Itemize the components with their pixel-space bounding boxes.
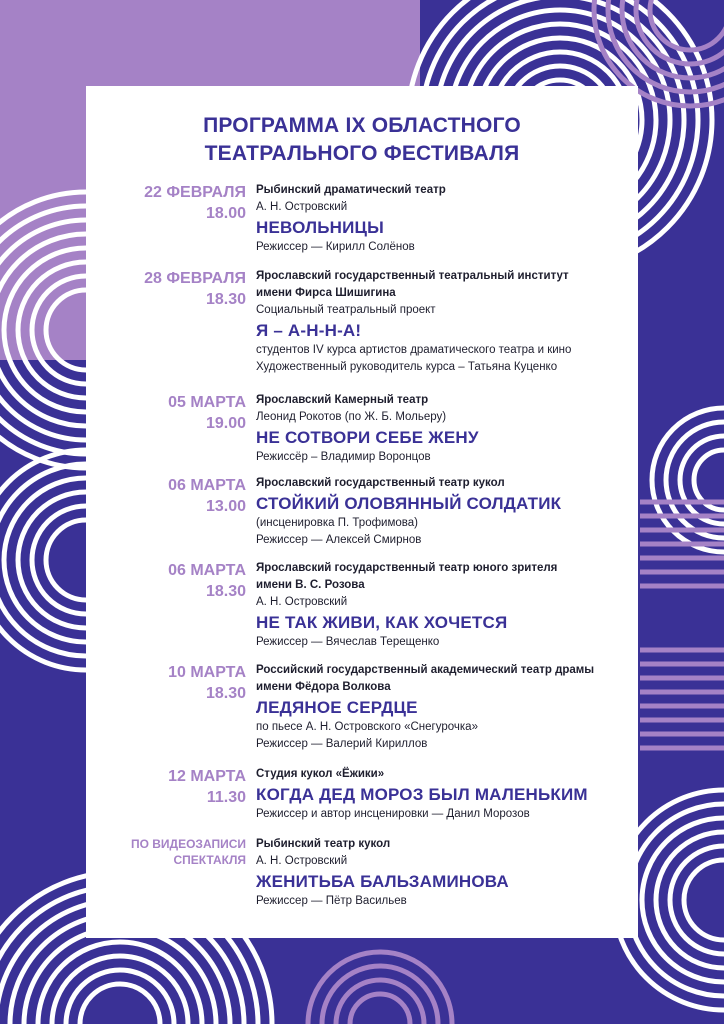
event-author: Леонид Рокотов (по Ж. Б. Мольеру) [256,411,447,423]
event-venue: Ярославский государственный театральный институт [256,270,569,282]
event-time: 13.00 [205,498,246,515]
event-info [256,662,636,753]
event-director: Режиссер — Валерий Кириллов [256,738,428,750]
event-date [86,766,246,808]
event-date-day: 12 МАРТА [168,768,246,785]
event-date [86,268,246,310]
event-note: по пьесе А. Н. Островского «Снегурочка» [256,721,478,733]
event-venue-line-2: имени В. С. Розова [256,579,365,591]
event-play-title: НЕ СОТВОРИ СЕБЕ ЖЕНУ [256,428,479,447]
event-date [86,662,246,704]
event-play-title: Я – А-Н-Н-А! [256,321,362,340]
event-date-day: 06 МАРТА [168,477,246,494]
event-date-day: 10 МАРТА [168,664,246,681]
event-info [256,182,636,256]
event-time: 11.30 [206,789,246,806]
event-director: Режиссёр – Владимир Воронцов [256,451,431,463]
event-play-title: СТОЙКИЙ ОЛОВЯННЫЙ СОЛДАТИК [256,494,562,513]
event-director: Режиссер — Вячеслав Терещенко [256,636,440,648]
event-date-day: 05 МАРТА [168,394,246,411]
event-date-day: 06 МАРТА [168,562,246,579]
program-card [86,86,638,938]
event-author: А. Н. Островский [256,855,348,867]
event-venue: Ярославский Камерный театр [256,394,429,406]
event-author: А. Н. Островский [256,596,348,608]
event-play-title: КОГДА ДЕД МОРОЗ БЫЛ МАЛЕНЬКИМ [256,785,588,804]
event-info [256,836,636,910]
event-project: Социальный театральный проект [256,304,436,316]
event-info [256,392,636,466]
event-play-title: ЛЕДЯНОЕ СЕРДЦЕ [256,698,418,717]
event-date [86,182,246,224]
event-info [256,766,636,823]
event-director: Режиссер — Кирилл Солёнов [256,241,415,253]
event-info [256,268,636,376]
event-director: Режиссер и автор инсценировки — Данил Морозов [256,808,530,820]
event-info [256,475,636,549]
event-venue: Ярославский государственный театр кукол [256,477,505,489]
event-time: СПЕКТАКЛЯ [173,853,246,867]
event-date-day: 28 ФЕВРАЛЯ [144,270,246,287]
event-date-day: ПО ВИДЕОЗАПИСИ [130,837,246,851]
event-venue: Ярославский государственный театр юного зрителя [256,562,558,574]
event-play-title: НЕ ТАК ЖИВИ, КАК ХОЧЕТСЯ [256,613,508,632]
event-date [86,836,246,868]
title-line-2: ТЕАТРАЛЬНОГО ФЕСТИВАЛЯ [204,142,520,165]
event-venue: Рыбинский драматический театр [256,184,446,196]
event-date [86,560,246,602]
event-play-title: ЖЕНИТЬБА БАЛЬЗАМИНОВА [256,872,509,891]
event-director: Режиссер — Алексей Смирнов [256,534,422,546]
event-note: студентов IV курса артистов драматического театра и кино [256,344,572,356]
event-director: Режиссер — Пётр Васильев [256,895,407,907]
title-line-1: ПРОГРАММА IX ОБЛАСТНОГО [203,114,521,137]
event-note: (инсценировка П. Трофимова) [256,517,418,529]
event-venue-line-2: имени Фёдора Волкова [256,681,391,693]
event-venue: Студия кукол «Ёжики» [256,768,385,780]
event-venue-line-2: имени Фирса Шишигина [256,287,396,299]
event-date-day: 22 ФЕВРАЛЯ [144,184,246,201]
event-date [86,475,246,517]
event-time: 18.30 [205,685,246,702]
event-date [86,392,246,434]
event-time: 18.00 [205,205,246,222]
event-time: 19.00 [205,415,246,432]
event-venue: Рыбинский театр кукол [256,838,391,850]
event-info [256,560,636,651]
event-play-title: НЕВОЛЬНИЦЫ [256,218,384,237]
event-time: 18.30 [205,583,246,600]
event-author: А. Н. Островский [256,201,348,213]
page-title [86,112,638,168]
event-director: Художественный руководитель курса – Татьяна Куценко [256,361,558,373]
event-time: 18.30 [205,291,246,308]
event-venue: Российский государственный академический театр драмы [256,664,595,676]
